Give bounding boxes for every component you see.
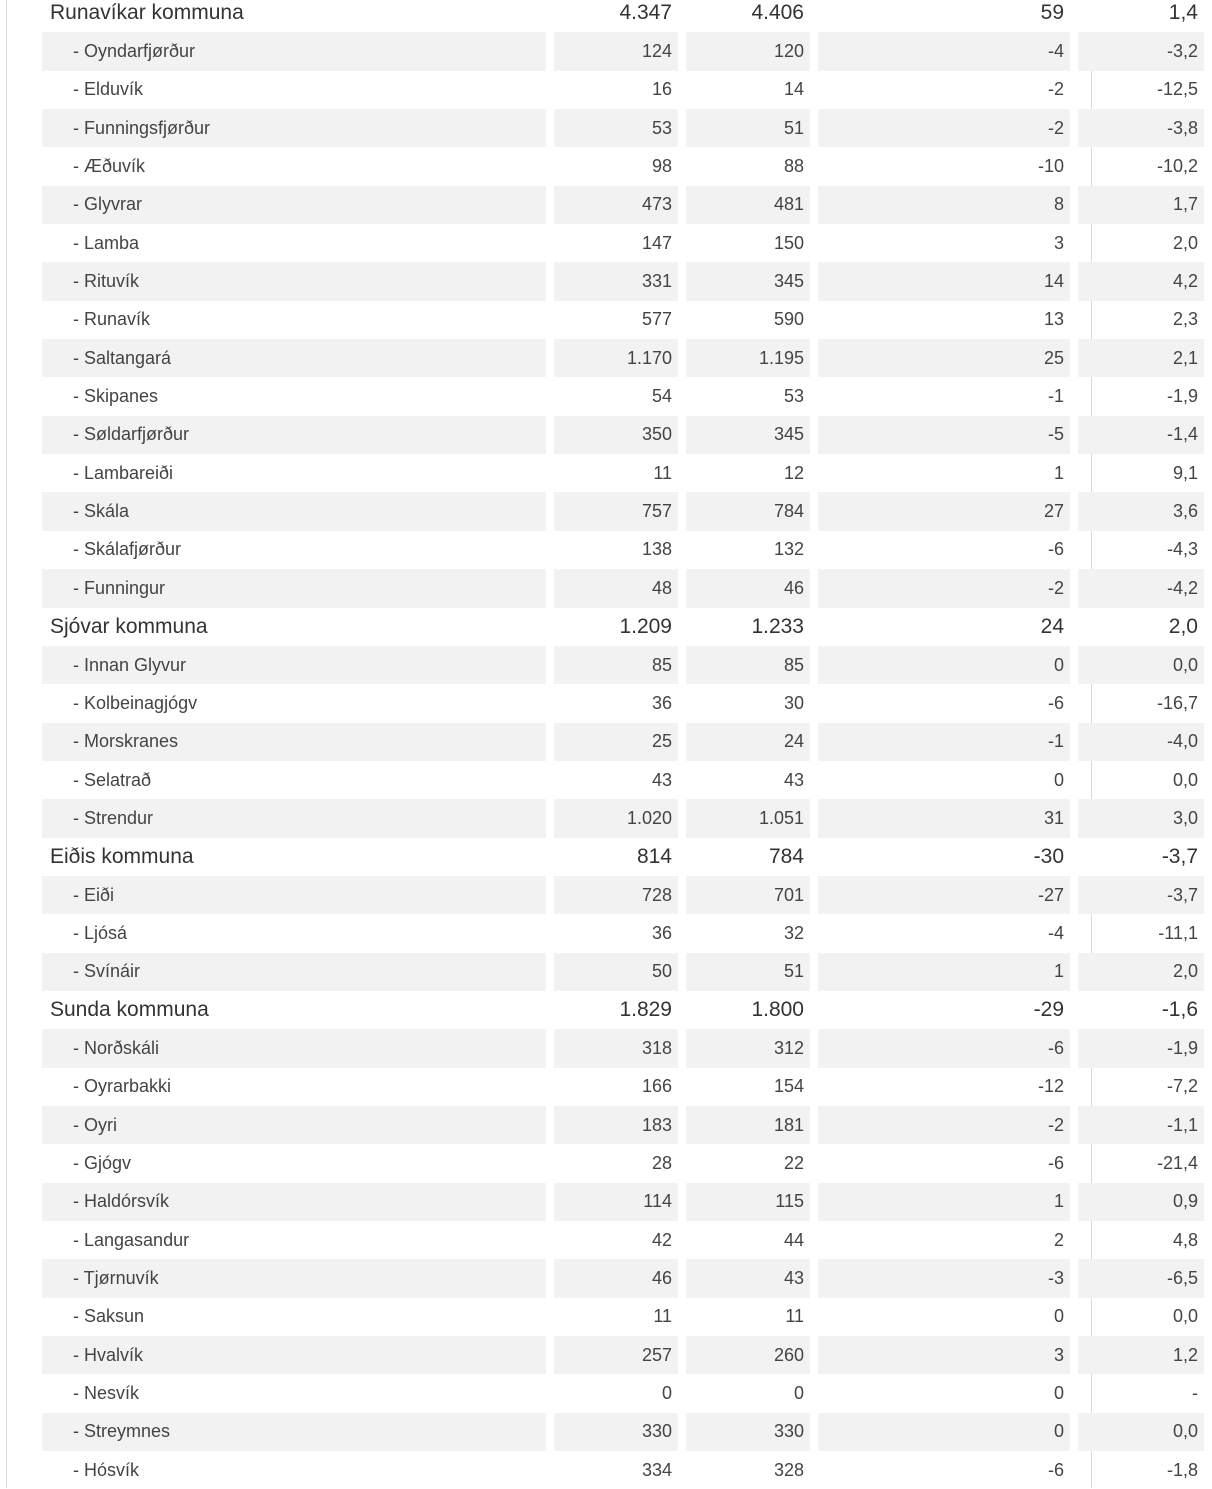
row-change: 14 [818, 262, 1070, 300]
row-percent-change: 0,9 [1078, 1183, 1204, 1221]
row-value-b: 181 [686, 1106, 810, 1144]
row-percent-change: -1,8 [1166, 1459, 1198, 1480]
row-value-b: 44 [783, 1229, 804, 1250]
municipality-row [42, 608, 1204, 646]
row-percent-change: -21,4 [1156, 1152, 1198, 1173]
row-value-a: 16 [651, 79, 672, 100]
row-change: -6 [1047, 692, 1064, 713]
row-value-a: 98 [651, 156, 672, 177]
row-change: -2 [818, 569, 1070, 607]
village-row [42, 262, 1204, 300]
row-name: - Oyndarfjørður [42, 32, 546, 70]
row-name: - Funningur [42, 569, 546, 607]
row-value-b: 328 [773, 1459, 804, 1480]
row-value-a: 4.347 [554, 0, 678, 32]
row-change: 59 [818, 0, 1070, 32]
row-change: -2 [818, 1106, 1070, 1144]
row-value-b: 260 [686, 1336, 810, 1374]
row-value-a: 331 [554, 262, 678, 300]
row-change: -1 [1047, 386, 1064, 407]
row-value-b: 1.800 [686, 991, 810, 1029]
village-row [42, 684, 1204, 722]
row-value-b: 115 [686, 1183, 810, 1221]
row-name: - Ljósá [73, 922, 128, 943]
village-row [42, 224, 1204, 262]
row-name: Eiðis kommuna [42, 838, 546, 876]
village-row [42, 339, 1204, 377]
row-percent-change: 0,0 [1172, 1306, 1198, 1327]
village-row [42, 646, 1204, 684]
village-row [42, 454, 1204, 492]
row-percent-change: 4,2 [1078, 262, 1204, 300]
row-change: -6 [1047, 1152, 1064, 1173]
village-row [42, 1374, 1204, 1412]
row-value-a: 0 [661, 1383, 672, 1404]
row-name: - Søldarfjørður [42, 416, 546, 454]
row-percent-change: -3,7 [1078, 876, 1204, 914]
village-row [42, 799, 1204, 837]
row-change: -4 [1047, 922, 1064, 943]
row-value-b: 312 [686, 1029, 810, 1067]
row-value-a: 46 [554, 1259, 678, 1297]
row-value-b: 150 [773, 232, 804, 253]
row-change: 0 [818, 646, 1070, 684]
village-row [42, 492, 1204, 530]
row-name: - Langasandur [73, 1229, 190, 1250]
row-value-b: 0 [793, 1383, 804, 1404]
row-percent-change: -16,7 [1156, 692, 1198, 713]
village-row [42, 1029, 1204, 1067]
row-value-b: 43 [686, 1259, 810, 1297]
row-percent-change: -1,6 [1078, 991, 1204, 1029]
row-change: -5 [818, 416, 1070, 454]
row-value-a: 11 [653, 1306, 672, 1327]
row-percent-change: 0,0 [1078, 1413, 1204, 1451]
row-name: - Æðuvík [73, 156, 146, 177]
row-percent-change: 2,1 [1078, 339, 1204, 377]
row-value-b: 345 [686, 262, 810, 300]
row-name: - Hvalvík [42, 1336, 546, 1374]
row-name: - Selatrað [73, 769, 152, 790]
row-value-b: 1.051 [686, 799, 810, 837]
row-percent-change: -1,9 [1166, 386, 1198, 407]
row-name: - Eiði [42, 876, 546, 914]
row-change: -6 [1047, 539, 1064, 560]
row-change: 0 [1053, 1306, 1064, 1327]
row-value-b: 4.406 [686, 0, 810, 32]
row-percent-change: 1,7 [1078, 186, 1204, 224]
row-percent-change: 1,2 [1078, 1336, 1204, 1374]
row-value-b: 53 [783, 386, 804, 407]
row-value-a: 330 [554, 1413, 678, 1451]
row-name: Sunda kommuna [42, 991, 546, 1029]
row-change: -12 [1037, 1076, 1064, 1097]
row-value-b: 51 [686, 953, 810, 991]
row-percent-change: - [1192, 1383, 1198, 1404]
row-change: -27 [818, 876, 1070, 914]
village-row [42, 723, 1204, 761]
row-name: - Hósvík [73, 1459, 140, 1480]
village-row [42, 377, 1204, 415]
row-percent-change: 3,6 [1078, 492, 1204, 530]
municipality-row [42, 991, 1204, 1029]
row-change: -3 [818, 1259, 1070, 1297]
village-row [42, 186, 1204, 224]
row-value-a: 318 [554, 1029, 678, 1067]
village-row [42, 1259, 1204, 1297]
row-change: -2 [1047, 79, 1064, 100]
row-value-a: 25 [554, 723, 678, 761]
village-row [42, 914, 1204, 952]
row-name: - Morskranes [42, 723, 546, 761]
row-value-a: 43 [651, 769, 672, 790]
row-value-b: 12 [783, 462, 804, 483]
row-value-b: 590 [773, 309, 804, 330]
row-change: 2 [1053, 1229, 1064, 1250]
village-row [42, 761, 1204, 799]
row-value-a: 1.209 [554, 608, 678, 646]
row-name: - Runavík [73, 309, 151, 330]
row-value-a: 814 [554, 838, 678, 876]
row-percent-change: -1,1 [1078, 1106, 1204, 1144]
row-percent-change: -4,0 [1078, 723, 1204, 761]
row-change: 3 [1053, 232, 1064, 253]
village-row [42, 32, 1204, 70]
row-percent-change: -12,5 [1156, 79, 1198, 100]
row-change: -2 [818, 109, 1070, 147]
row-value-a: 54 [651, 386, 672, 407]
row-percent-change: 4,8 [1172, 1229, 1198, 1250]
row-percent-change: 0,0 [1078, 646, 1204, 684]
row-value-b: 345 [686, 416, 810, 454]
row-value-a: 50 [554, 953, 678, 991]
municipality-row [42, 838, 1204, 876]
village-row [42, 71, 1204, 109]
row-value-b: 22 [783, 1152, 804, 1173]
row-value-b: 51 [686, 109, 810, 147]
village-row [42, 1336, 1204, 1374]
row-change: 0 [1053, 769, 1064, 790]
row-value-b: 11 [785, 1306, 804, 1327]
row-value-b: 132 [773, 539, 804, 560]
village-row [42, 953, 1204, 991]
row-name: - Skipanes [73, 386, 159, 407]
row-value-a: 1.020 [554, 799, 678, 837]
row-value-b: 1.195 [686, 339, 810, 377]
row-value-b: 701 [686, 876, 810, 914]
row-value-a: 757 [554, 492, 678, 530]
row-value-b: 88 [783, 156, 804, 177]
row-change: 1 [818, 953, 1070, 991]
row-percent-change: -1,4 [1078, 416, 1204, 454]
row-name: - Saltangará [42, 339, 546, 377]
row-value-a: 36 [651, 922, 672, 943]
municipality-row [42, 0, 1204, 32]
village-row [42, 147, 1204, 185]
row-value-a: 138 [641, 539, 672, 560]
row-value-b: 85 [686, 646, 810, 684]
village-row [42, 876, 1204, 914]
row-name: - Strendur [42, 799, 546, 837]
row-value-b: 784 [686, 838, 810, 876]
row-change: -6 [1047, 1459, 1064, 1480]
row-value-a: 36 [651, 692, 672, 713]
row-percent-change: -3,2 [1078, 32, 1204, 70]
row-value-b: 330 [686, 1413, 810, 1451]
row-percent-change: -3,7 [1078, 838, 1204, 876]
row-value-a: 728 [554, 876, 678, 914]
population-table [34, 0, 1212, 1489]
row-value-a: 257 [554, 1336, 678, 1374]
row-percent-change: 3,0 [1078, 799, 1204, 837]
village-row [42, 1221, 1204, 1259]
row-change: -29 [818, 991, 1070, 1029]
row-change: 1 [818, 1183, 1070, 1221]
row-name: - Rituvík [42, 262, 546, 300]
row-value-a: 48 [554, 569, 678, 607]
row-value-a: 334 [641, 1459, 672, 1480]
row-percent-change: -4,2 [1078, 569, 1204, 607]
row-percent-change: 1,4 [1078, 0, 1204, 32]
village-row [42, 1106, 1204, 1144]
row-value-b: 46 [686, 569, 810, 607]
village-row [42, 1413, 1204, 1451]
row-percent-change: 2,0 [1172, 232, 1198, 253]
village-row [42, 109, 1204, 147]
village-row [42, 301, 1204, 339]
row-value-a: 124 [554, 32, 678, 70]
row-percent-change: -4,3 [1166, 539, 1198, 560]
village-row [42, 531, 1204, 569]
row-value-a: 577 [641, 309, 672, 330]
row-percent-change: 2,0 [1078, 608, 1204, 646]
village-row [42, 416, 1204, 454]
row-change: 13 [1043, 309, 1064, 330]
row-change: -6 [818, 1029, 1070, 1067]
row-value-b: 120 [686, 32, 810, 70]
row-value-a: 28 [651, 1152, 672, 1173]
row-name: - Skálafjørður [73, 539, 182, 560]
row-change: 0 [818, 1413, 1070, 1451]
row-change: -4 [818, 32, 1070, 70]
row-change: -30 [818, 838, 1070, 876]
row-name: - Innan Glyvur [42, 646, 546, 684]
row-name: - Norðskáli [42, 1029, 546, 1067]
row-change: 27 [818, 492, 1070, 530]
row-value-b: 784 [686, 492, 810, 530]
row-name: - Oyrarbakki [73, 1076, 172, 1097]
row-name: - Lambareiði [73, 462, 174, 483]
row-name: - Gjógv [73, 1152, 132, 1173]
row-percent-change: -7,2 [1166, 1076, 1198, 1097]
row-percent-change: 0,0 [1172, 769, 1198, 790]
row-change: 8 [818, 186, 1070, 224]
row-change: 24 [818, 608, 1070, 646]
row-change: 3 [818, 1336, 1070, 1374]
row-name: - Skála [42, 492, 546, 530]
row-value-a: 1.170 [554, 339, 678, 377]
row-value-a: 350 [554, 416, 678, 454]
row-percent-change: 2,0 [1078, 953, 1204, 991]
row-name: - Haldórsvík [42, 1183, 546, 1221]
row-value-b: 481 [686, 186, 810, 224]
row-percent-change: -1,9 [1078, 1029, 1204, 1067]
row-change: 0 [1053, 1383, 1064, 1404]
row-change: 31 [818, 799, 1070, 837]
row-value-b: 32 [783, 922, 804, 943]
row-value-a: 473 [554, 186, 678, 224]
row-value-b: 154 [773, 1076, 804, 1097]
row-change: 25 [818, 339, 1070, 377]
row-name: - Tjørnuvík [42, 1259, 546, 1297]
table-body [42, 0, 1204, 1489]
row-percent-change: -11,1 [1158, 922, 1198, 943]
row-percent-change: -10,2 [1156, 156, 1198, 177]
row-change: -1 [818, 723, 1070, 761]
village-row [42, 1451, 1204, 1489]
village-row [42, 1068, 1204, 1106]
row-value-b: 1.233 [686, 608, 810, 646]
row-name: - Oyri [42, 1106, 546, 1144]
row-change: -10 [1037, 156, 1064, 177]
row-percent-change: -3,8 [1078, 109, 1204, 147]
row-name: Sjóvar kommuna [42, 608, 546, 646]
row-value-b: 30 [783, 692, 804, 713]
row-value-a: 183 [554, 1106, 678, 1144]
village-row [42, 1183, 1204, 1221]
row-name: - Nesvík [73, 1383, 140, 1404]
row-value-a: 53 [554, 109, 678, 147]
village-row [42, 1144, 1204, 1182]
row-name: Runavíkar kommuna [42, 0, 546, 32]
row-name: - Svínáir [42, 953, 546, 991]
row-value-a: 1.829 [554, 991, 678, 1029]
row-name: - Streymnes [42, 1413, 546, 1451]
row-name: - Lamba [73, 232, 140, 253]
row-value-a: 85 [554, 646, 678, 684]
row-value-b: 24 [686, 723, 810, 761]
row-value-a: 114 [554, 1183, 678, 1221]
row-value-a: 11 [653, 462, 672, 483]
row-percent-change: 9,1 [1172, 462, 1198, 483]
row-name: - Funningsfjørður [42, 109, 546, 147]
row-name: - Kolbeinagjógv [73, 692, 198, 713]
row-name: - Elduvík [73, 79, 144, 100]
row-value-b: 43 [783, 769, 804, 790]
row-value-a: 166 [641, 1076, 672, 1097]
row-change: 1 [1053, 462, 1064, 483]
row-name: - Glyvrar [42, 186, 546, 224]
row-value-a: 42 [651, 1229, 672, 1250]
row-percent-change: 2,3 [1172, 309, 1198, 330]
row-percent-change: -6,5 [1078, 1259, 1204, 1297]
village-row [42, 569, 1204, 607]
village-row [42, 1298, 1204, 1336]
row-name: - Saksun [73, 1306, 145, 1327]
row-value-a: 147 [641, 232, 672, 253]
row-value-b: 14 [783, 79, 804, 100]
